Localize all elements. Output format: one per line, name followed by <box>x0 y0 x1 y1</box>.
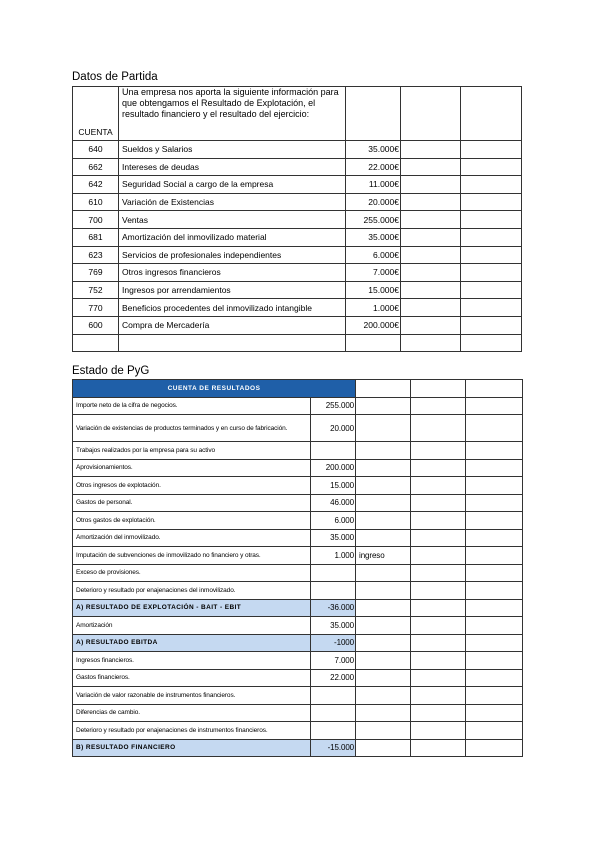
pyg-label: Otros gastos de explotación. <box>73 512 311 530</box>
pyg-label: Ingresos financieros. <box>73 652 311 670</box>
pyg-label: Diferencias de cambio. <box>73 704 311 722</box>
account-amount: 1.000€ <box>346 299 401 317</box>
account-amount: 22.000€ <box>346 158 401 176</box>
header-code: CUENTA <box>73 87 119 141</box>
table-row <box>73 669 523 687</box>
table-row <box>73 582 523 600</box>
table-row <box>73 158 522 176</box>
account-code: 770 <box>73 299 119 317</box>
pyg-note <box>356 669 411 687</box>
section-title-datos: Datos de Partida <box>72 71 158 83</box>
pyg-table <box>72 379 523 757</box>
pyg-label: Gastos de personal. <box>73 494 311 512</box>
account-code: 610 <box>73 193 119 211</box>
pyg-label: Variación de valor razonable de instrumentos financieros. <box>73 687 311 705</box>
pyg-amount: 35.000 <box>311 617 356 635</box>
account-amount: 15.000€ <box>346 281 401 299</box>
account-code: 600 <box>73 316 119 334</box>
account-code: 642 <box>73 176 119 194</box>
header-row <box>73 87 522 141</box>
pyg-label: B) RESULTADO FINANCIERO <box>73 739 311 757</box>
pyg-amount <box>311 442 356 460</box>
pyg-amount: -36.000 <box>311 599 356 617</box>
account-code: 752 <box>73 281 119 299</box>
pyg-note <box>356 512 411 530</box>
pyg-amount: -1000 <box>311 634 356 652</box>
pyg-label: Amortización del inmovilizado. <box>73 529 311 547</box>
table-row <box>73 564 523 582</box>
table-row <box>73 176 522 194</box>
table-row <box>73 512 523 530</box>
pyg-label: Aprovisionamientos. <box>73 459 311 477</box>
pyg-amount: 20.000 <box>311 415 356 442</box>
blank-row <box>73 334 522 352</box>
pyg-amount: 35.000 <box>311 529 356 547</box>
table-row <box>73 494 523 512</box>
account-amount: 20.000€ <box>346 193 401 211</box>
pyg-amount <box>311 687 356 705</box>
account-desc: Intereses de deudas <box>119 158 346 176</box>
pyg-label: Variación de existencias de productos terminados y en curso de fabricación. <box>73 415 311 442</box>
pyg-note <box>356 599 411 617</box>
pyg-amount <box>311 582 356 600</box>
pyg-amount <box>311 722 356 740</box>
table-row <box>73 397 523 415</box>
account-desc: Compra de Mercadería <box>119 316 346 334</box>
account-desc: Ventas <box>119 211 346 229</box>
pyg-note <box>356 529 411 547</box>
table-row <box>73 193 522 211</box>
account-amount: 7.000€ <box>346 264 401 282</box>
pyg-note <box>356 477 411 495</box>
result-row <box>73 739 523 757</box>
pyg-label: Otros ingresos de explotación. <box>73 477 311 495</box>
pyg-note <box>356 459 411 477</box>
pyg-note <box>356 634 411 652</box>
table-row <box>73 547 523 565</box>
table-row <box>73 704 523 722</box>
table-row <box>73 415 523 442</box>
account-code: 681 <box>73 228 119 246</box>
pyg-label: Trabajos realizados por la empresa para su activo <box>73 442 311 460</box>
table-row <box>73 211 522 229</box>
table-row <box>73 722 523 740</box>
table-row <box>73 228 522 246</box>
pyg-amount: 200.000 <box>311 459 356 477</box>
pyg-note <box>356 652 411 670</box>
account-desc: Variación de Existencias <box>119 193 346 211</box>
account-amount: 35.000€ <box>346 228 401 246</box>
pyg-note <box>356 722 411 740</box>
pyg-amount: 15.000 <box>311 477 356 495</box>
table-row <box>73 652 523 670</box>
account-amount: 11.000€ <box>346 176 401 194</box>
table-row <box>73 459 523 477</box>
pyg-label: Imputación de subvenciones de inmovilizado no financiero y otras. <box>73 547 311 565</box>
header-row <box>73 380 523 398</box>
pyg-note <box>356 442 411 460</box>
pyg-amount: 7.000 <box>311 652 356 670</box>
pyg-note <box>356 617 411 635</box>
pyg-label: Importe neto de la cifra de negocios. <box>73 397 311 415</box>
table-row <box>73 299 522 317</box>
table-row <box>73 477 523 495</box>
pyg-amount: 1.000 <box>311 547 356 565</box>
pyg-note <box>356 739 411 757</box>
account-desc: Sueldos y Salarios <box>119 141 346 159</box>
account-amount: 200.000€ <box>346 316 401 334</box>
pyg-label: Amortización <box>73 617 311 635</box>
pyg-amount <box>311 704 356 722</box>
account-code: 623 <box>73 246 119 264</box>
account-desc: Amortización del inmovilizado material <box>119 228 346 246</box>
result-row <box>73 634 523 652</box>
account-amount: 35.000€ <box>346 141 401 159</box>
pyg-note <box>356 415 411 442</box>
account-desc: Otros ingresos financieros <box>119 264 346 282</box>
table-row <box>73 281 522 299</box>
account-desc: Beneficios procedentes del inmovilizado intangible <box>119 299 346 317</box>
table-row <box>73 529 523 547</box>
pyg-note <box>356 397 411 415</box>
table-row <box>73 141 522 159</box>
pyg-note: ingreso <box>356 547 411 565</box>
pyg-amount <box>311 564 356 582</box>
pyg-note <box>356 564 411 582</box>
table-row <box>73 442 523 460</box>
pyg-amount: 46.000 <box>311 494 356 512</box>
pyg-header: CUENTA DE RESULTADOS <box>73 380 356 398</box>
account-code: 662 <box>73 158 119 176</box>
table-row <box>73 264 522 282</box>
table-row <box>73 617 523 635</box>
table-row <box>73 316 522 334</box>
account-code: 700 <box>73 211 119 229</box>
pyg-amount: 6.000 <box>311 512 356 530</box>
pyg-amount: 255.000 <box>311 397 356 415</box>
section-title-pyg: Estado de PyG <box>72 365 150 377</box>
datos-table <box>72 86 522 352</box>
pyg-note <box>356 582 411 600</box>
account-amount: 255.000€ <box>346 211 401 229</box>
pyg-label: A) RESULTADO DE EXPLOTACIÓN - BAIT - EBIT <box>73 599 311 617</box>
pyg-amount: -15.000 <box>311 739 356 757</box>
pyg-note <box>356 494 411 512</box>
pyg-label: Gastos financieros. <box>73 669 311 687</box>
pyg-label: A) RESULTADO EBITDA <box>73 634 311 652</box>
pyg-label: Exceso de provisiones. <box>73 564 311 582</box>
account-amount: 6.000€ <box>346 246 401 264</box>
account-code: 640 <box>73 141 119 159</box>
result-row <box>73 599 523 617</box>
pyg-label: Deterioro y resultado por enajenaciones de instrumentos financieros. <box>73 722 311 740</box>
table-row <box>73 246 522 264</box>
account-desc: Ingresos por arrendamientos <box>119 281 346 299</box>
table-row <box>73 687 523 705</box>
pyg-note <box>356 687 411 705</box>
pyg-note <box>356 704 411 722</box>
pyg-label: Deterioro y resultado por enajenaciones del inmovilizado. <box>73 582 311 600</box>
pyg-amount: 22.000 <box>311 669 356 687</box>
account-desc: Servicios de profesionales independientes <box>119 246 346 264</box>
account-desc: Seguridad Social a cargo de la empresa <box>119 176 346 194</box>
account-code: 769 <box>73 264 119 282</box>
header-text: Una empresa nos aporta la siguiente información para que obtengamos el Resultado de Explotación, el resultado financiero y el resultado del ejercicio: <box>119 87 346 141</box>
